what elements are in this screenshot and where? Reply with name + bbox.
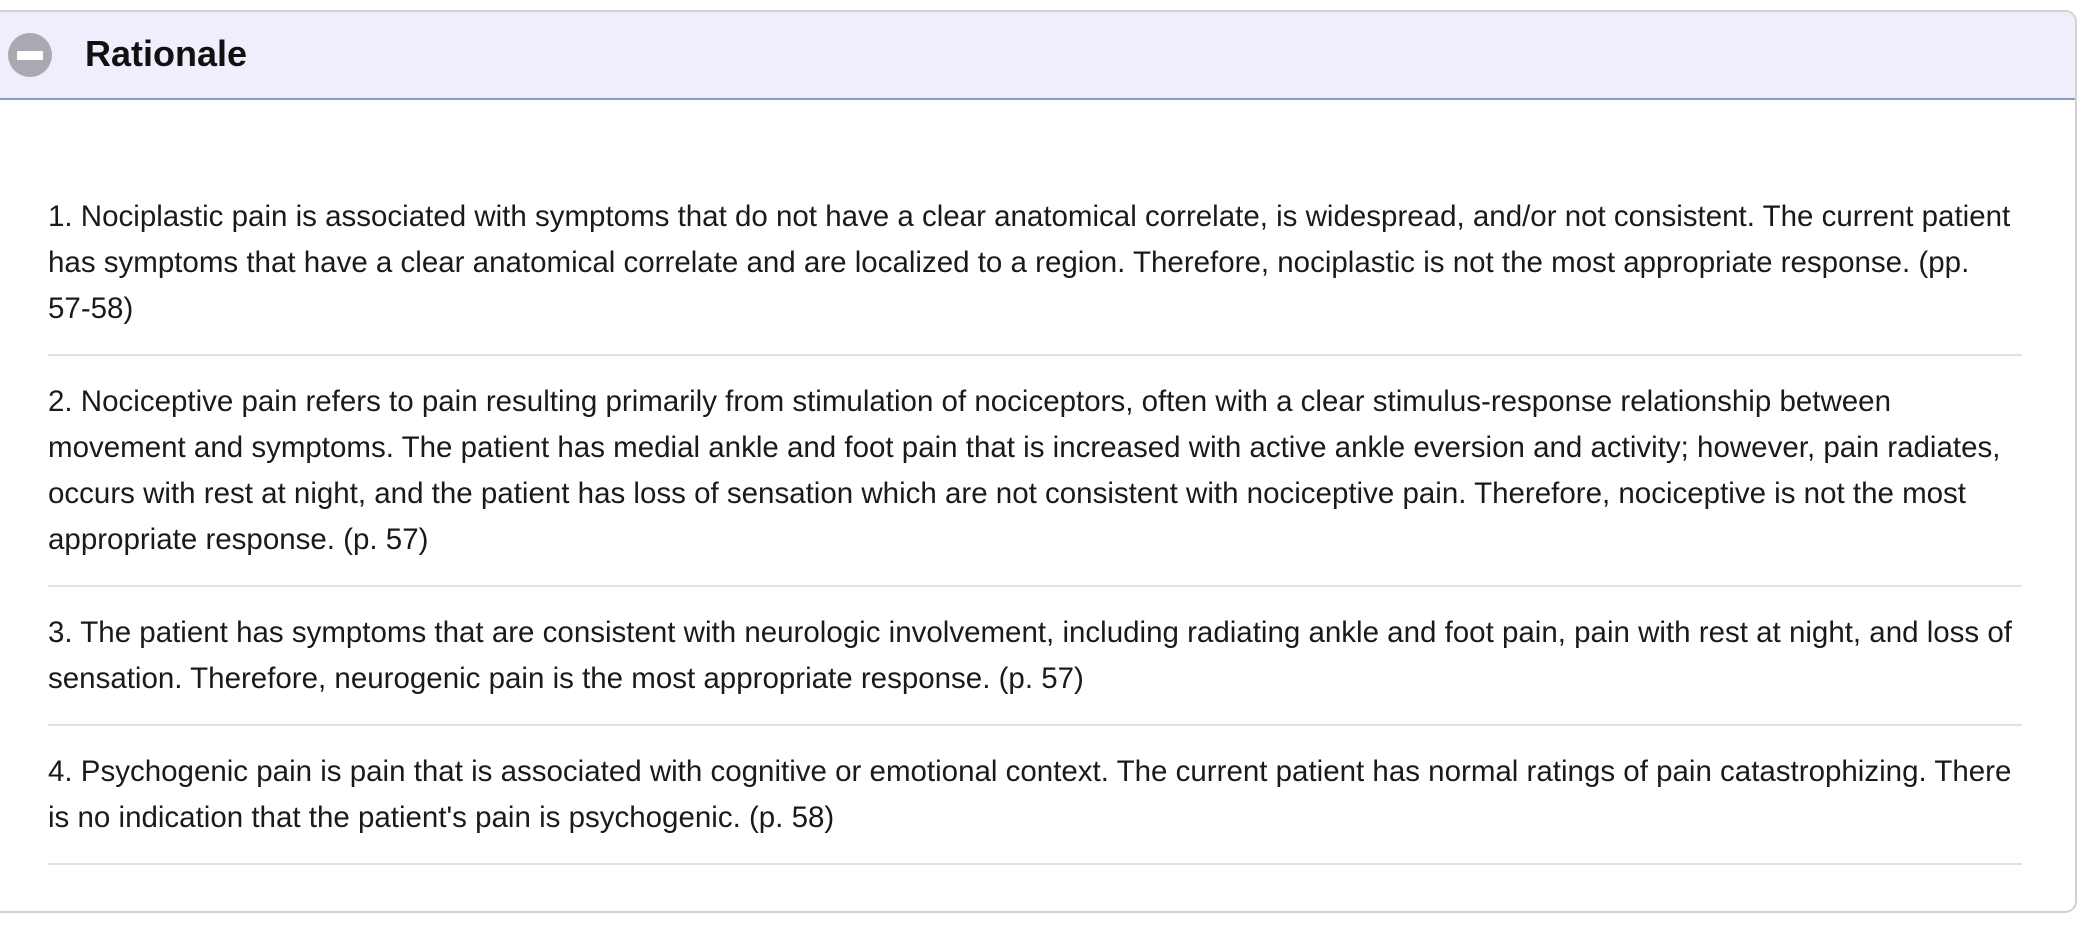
rationale-panel: [0, 10, 2077, 913]
rationale-list: [48, 100, 2022, 865]
rationale-item-3: [48, 610, 2022, 726]
rationale-item-1: [48, 194, 2022, 356]
divider: [48, 585, 2022, 587]
rationale-text: 4. Psychogenic pain is pain that is associated with cognitive or emotional context. The current patient has normal ratings of pain catastrophizing. There is no indication that the patient's pain is psychogenic. (p. 58): [48, 755, 2012, 834]
panel-title: Rationale: [85, 33, 248, 74]
divider: [48, 863, 2022, 865]
rationale-text: 3. The patient has symptoms that are consistent with neurologic involvement, including radiating ankle and foot pain, pain with rest at night, and loss of sensation. Therefore, neurogenic pain is the most appropriate response. (p. 57): [48, 616, 2012, 695]
panel-header[interactable]: [0, 12, 2075, 100]
minus-circle-icon[interactable]: [8, 33, 52, 77]
rationale-text: 1. Nociplastic pain is associated with symptoms that do not have a clear anatomical correlate, is widespread, and/or not consistent. The current patient has symptoms that have a clear anatomical correlate and are localized to a region. Therefore, nociplastic is not the most appropriate response. (pp. 57-58): [48, 200, 2011, 325]
rationale-item-4: [48, 749, 2022, 865]
divider: [48, 724, 2022, 726]
panel-body: [48, 100, 2022, 888]
divider: [48, 354, 2022, 356]
rationale-item-2: [48, 379, 2022, 587]
rationale-text: 2. Nociceptive pain refers to pain resulting primarily from stimulation of nociceptors, often with a clear stimulus-response relationship between movement and symptoms. The patient has medial ankle and foot pain that is increased with active ankle eversion and activity; however, pain radiates, occurs with rest at night, and the patient has loss of sensation which are not consistent with nociceptive pain. Therefore, nociceptive is not the most appropriate response. (p. 57): [48, 385, 2001, 556]
